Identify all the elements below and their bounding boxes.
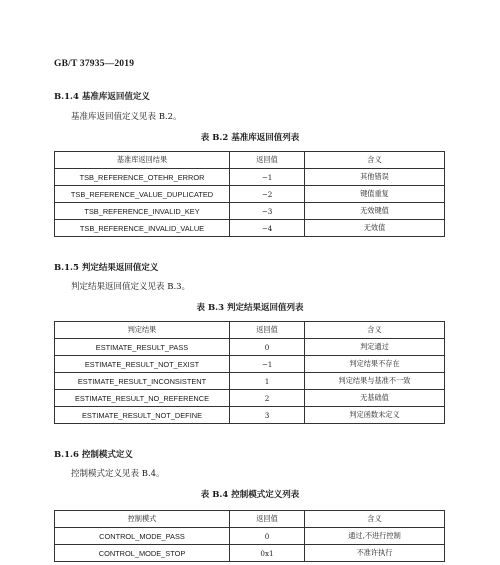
table-row: [55, 339, 445, 356]
column-header: 判定结果: [55, 322, 230, 339]
table-cell: ESTIMATE_RESULT_NOT_EXIST: [55, 356, 230, 373]
table-row: [55, 203, 445, 220]
table-cell: −3: [230, 203, 305, 220]
section-paragraph-b14: 基准库返回值定义见表 B.2。: [71, 112, 182, 122]
table-header-row: [55, 511, 445, 528]
section-heading-b16: B.1.6 控制模式定义: [54, 450, 133, 460]
table-cell: 通过,不进行控制: [305, 528, 445, 545]
column-header: 含义: [305, 511, 445, 528]
column-header: 返回值: [230, 322, 305, 339]
table-cell: 2: [230, 390, 305, 407]
table-header-row: [55, 322, 445, 339]
table-caption-b3: 表 B.3 判定结果返回值列表: [196, 303, 304, 313]
column-header: 控制模式: [55, 511, 230, 528]
table-cell: 其他错误: [305, 169, 445, 186]
table-row: [55, 186, 445, 203]
table-cell: ESTIMATE_RESULT_INCONSISTENT: [55, 373, 230, 390]
table-cell: CONTROL_MODE_PASS: [55, 528, 230, 545]
table-row: [55, 407, 445, 424]
table-cell: 0x1: [230, 545, 305, 562]
table-row: [55, 528, 445, 545]
column-header: 含义: [305, 152, 445, 169]
table-row: [55, 169, 445, 186]
table-cell: 键值重复: [305, 186, 445, 203]
table-b4: [54, 510, 445, 562]
table-cell: 判定通过: [305, 339, 445, 356]
table-cell: 无效键值: [305, 203, 445, 220]
table-cell: 判定结果与基准不一致: [305, 373, 445, 390]
table-cell: 0: [230, 339, 305, 356]
table-cell: ESTIMATE_RESULT_PASS: [55, 339, 230, 356]
table-cell: CONTROL_MODE_STOP: [55, 545, 230, 562]
table-cell: 无基础值: [305, 390, 445, 407]
table-caption-b4: 表 B.4 控制模式定义列表: [200, 490, 300, 500]
table-cell: −4: [230, 220, 305, 237]
column-header: 基准库返回结果: [55, 152, 230, 169]
table-cell: ESTIMATE_RESULT_NOT_DEFINE: [55, 407, 230, 424]
table-cell: 0: [230, 528, 305, 545]
table-cell: 3: [230, 407, 305, 424]
table-row: [55, 373, 445, 390]
table-cell: 判定结果不存在: [305, 356, 445, 373]
section-paragraph-b15: 判定结果返回值定义见表 B.3。: [71, 282, 191, 292]
table-cell: 不准许执行: [305, 545, 445, 562]
table-cell: TSB_REFERENCE_INVALID_KEY: [55, 203, 230, 220]
table-cell: −1: [230, 169, 305, 186]
table-b3: [54, 321, 445, 424]
table-cell: −1: [230, 356, 305, 373]
table-header-row: [55, 152, 445, 169]
table-cell: TSB_REFERENCE_VALUE_DUPLICATED: [55, 186, 230, 203]
table-cell: 判定函数未定义: [305, 407, 445, 424]
column-header: 返回值: [230, 152, 305, 169]
column-header: 含义: [305, 322, 445, 339]
table-cell: 无效值: [305, 220, 445, 237]
section-heading-b15: B.1.5 判定结果返回值定义: [54, 263, 159, 273]
column-header: 返回值: [230, 511, 305, 528]
table-row: [55, 545, 445, 562]
table-caption-b2: 表 B.2 基准库返回值列表: [200, 133, 300, 143]
document-header: GB/T 37935—2019: [54, 59, 135, 69]
section-paragraph-b16: 控制模式定义见表 B.4。: [71, 469, 165, 479]
table-cell: ESTIMATE_RESULT_NO_REFERENCE: [55, 390, 230, 407]
table-row: [55, 220, 445, 237]
table-cell: −2: [230, 186, 305, 203]
section-heading-b14: B.1.4 基准库返回值定义: [54, 92, 150, 102]
table-cell: 1: [230, 373, 305, 390]
table-cell: TSB_REFERENCE_OTEHR_ERROR: [55, 169, 230, 186]
table-row: [55, 356, 445, 373]
table-b2: [54, 151, 445, 237]
table-row: [55, 390, 445, 407]
table-cell: TSB_REFERENCE_INVALID_VALUE: [55, 220, 230, 237]
